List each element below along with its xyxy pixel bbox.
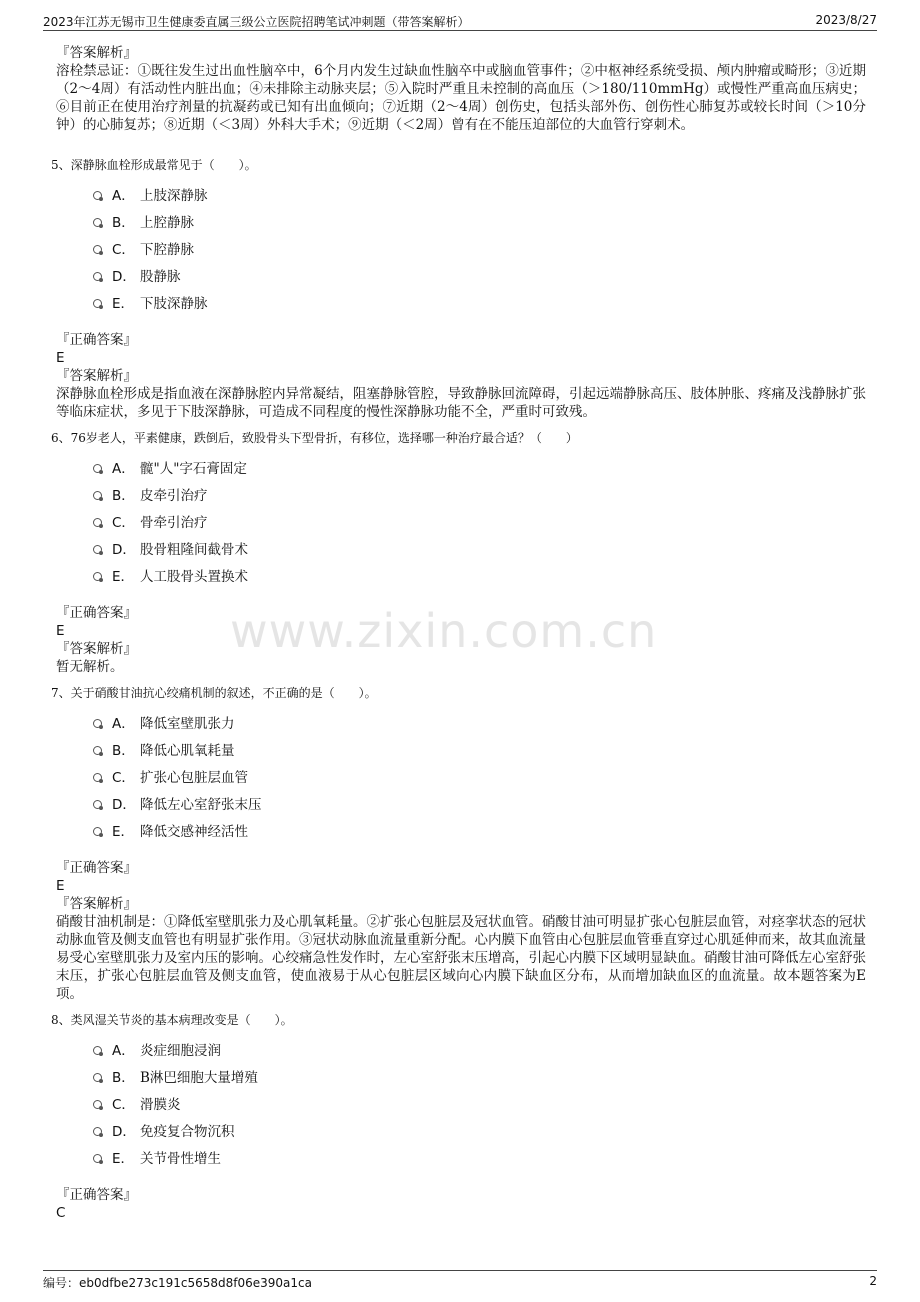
option-text: 髋"人"字石膏固定 [140, 460, 247, 477]
option-key: D． [112, 541, 136, 558]
radio-icon[interactable] [93, 245, 102, 254]
option-key: A． [112, 1042, 135, 1059]
option-text: 皮牵引治疗 [140, 487, 208, 504]
correct-answer-label: 『正确答案』 [56, 605, 137, 621]
option-e[interactable] [93, 288, 866, 315]
correct-answer-label: 『正确答案』 [56, 860, 137, 876]
option-text: 人工股骨头置换术 [140, 568, 248, 585]
option-key: D． [112, 1123, 136, 1140]
radio-icon[interactable] [93, 1100, 102, 1109]
option-text: 降低交感神经活性 [140, 823, 248, 840]
radio-icon[interactable] [93, 464, 102, 473]
option-key: B． [112, 1069, 135, 1086]
option-text: 股静脉 [140, 268, 181, 285]
option-d[interactable] [93, 261, 866, 288]
analysis-text: 溶栓禁忌证：①既往发生过出血性脑卒中，6个月内发生过缺血性脑卒中或脑血管事件；②中枢神经系统受损、颅内肿瘤或畸形；③近期（2～4周）有活动性内脏出血；④未排除主动脉夹层；⑤入院时严重且未控制的高血压（＞180/110mmHg）或慢性严重高血压病史；⑥目前正在使用治疗剂量的抗凝药或已知有出血倾向；⑦近期（2～4周）创伤史，包括头部外伤、创伤性心肺复苏或较长时间（＞10分钟）的心肺复苏；⑧近期（＜3周）外科大手术；⑨近期（＜2周）曾有在不能压迫部位的大血管行穿刺术。 [56, 63, 866, 133]
radio-icon[interactable] [93, 572, 102, 581]
option-b[interactable] [93, 735, 866, 762]
radio-icon[interactable] [93, 218, 102, 227]
option-b[interactable] [93, 480, 866, 507]
option-b[interactable] [93, 1062, 866, 1089]
option-key: E． [112, 295, 135, 312]
radio-icon[interactable] [93, 272, 102, 281]
option-d[interactable] [93, 789, 866, 816]
option-d[interactable] [93, 1116, 866, 1143]
option-key: B． [112, 214, 135, 231]
option-key: A． [112, 715, 135, 732]
radio-icon[interactable] [93, 1154, 102, 1163]
radio-icon[interactable] [93, 491, 102, 500]
option-text: 滑膜炎 [140, 1096, 181, 1113]
watermark: www.zixin.com.cn [230, 604, 658, 658]
option-a[interactable] [93, 708, 866, 735]
document-body [51, 44, 866, 1222]
option-key: E． [112, 1150, 135, 1167]
option-c[interactable] [93, 762, 866, 789]
radio-icon[interactable] [93, 1046, 102, 1055]
option-text: 上腔静脉 [140, 214, 194, 231]
option-text: 扩张心包脏层血管 [140, 769, 248, 786]
option-key: D． [112, 796, 136, 813]
option-key: B． [112, 487, 135, 504]
page-header [43, 10, 877, 31]
option-key: B． [112, 742, 135, 759]
correct-answer-label: 『正确答案』 [56, 1187, 137, 1203]
option-e[interactable] [93, 1143, 866, 1170]
option-e[interactable] [93, 816, 866, 843]
option-list [93, 1035, 866, 1170]
analysis-label: 『答案解析』 [56, 45, 137, 61]
option-text: 降低室壁肌张力 [140, 715, 235, 732]
option-list [93, 453, 866, 588]
radio-icon[interactable] [93, 719, 102, 728]
option-key: C． [112, 241, 135, 258]
document-date: 2023/8/27 [815, 13, 877, 27]
analysis-label: 『答案解析』 [56, 896, 137, 912]
option-b[interactable] [93, 207, 866, 234]
question-6 [51, 429, 866, 676]
option-list [93, 180, 866, 315]
correct-answer: E [56, 623, 65, 639]
radio-icon[interactable] [93, 1073, 102, 1082]
option-a[interactable] [93, 453, 866, 480]
radio-icon[interactable] [93, 545, 102, 554]
option-c[interactable] [93, 1089, 866, 1116]
option-key: D． [112, 268, 136, 285]
radio-icon[interactable] [93, 746, 102, 755]
option-d[interactable] [93, 534, 866, 561]
option-text: 炎症细胞浸润 [140, 1042, 221, 1059]
analysis-text: 硝酸甘油机制是：①降低室壁肌张力及心肌氧耗量。②扩张心包脏层及冠状血管。硝酸甘油可明显扩张心包脏层血管，对痉挛状态的冠状动脉血管及侧支血管也有明显扩张作用。③冠状动脉血流量重新分配。心内膜下血管由心包脏层血管垂直穿过心肌延伸而来，故其血流量易受心室壁肌张力及室内压的影响。心绞痛急性发作时，左心室舒张末压增高，引起心内膜下区域明显缺血。硝酸甘油可降低左心室舒张末压，扩张心包脏层血管及侧支血管，使血液易于从心包脏层区域向心内膜下缺血区分布，从而增加缺血区的血流量。故本题答案为E项。 [56, 914, 866, 1002]
option-e[interactable] [93, 561, 866, 588]
question-stem: 8、类风湿关节炎的基本病理改变是（ ）。 [51, 1013, 293, 1027]
option-text: 降低左心室舒张末压 [140, 796, 262, 813]
option-text: 关节骨性增生 [140, 1150, 221, 1167]
option-text: 上肢深静脉 [140, 187, 208, 204]
option-key: C． [112, 769, 135, 786]
option-text: 降低心肌氧耗量 [140, 742, 235, 759]
question-stem: 5、深静脉血栓形成最常见于（ ）。 [51, 158, 257, 172]
analysis-label: 『答案解析』 [56, 641, 137, 657]
option-c[interactable] [93, 234, 866, 261]
radio-icon[interactable] [93, 773, 102, 782]
radio-icon[interactable] [93, 800, 102, 809]
option-text: 下肢深静脉 [140, 295, 208, 312]
option-a[interactable] [93, 1035, 866, 1062]
option-text: 骨牵引治疗 [140, 514, 208, 531]
option-a[interactable] [93, 180, 866, 207]
question-stem: 6、76岁老人，平素健康，跌倒后，致股骨头下型骨折，有移位，选择哪一种治疗最合适？（ ） [51, 431, 578, 445]
option-key: E． [112, 568, 135, 585]
radio-icon[interactable] [93, 518, 102, 527]
option-text: 下腔静脉 [140, 241, 194, 258]
document-code: 编号：eb0dfbe273c191c5658d8f06e390a1ca [43, 1276, 312, 1290]
option-text: 股骨粗隆间截骨术 [140, 541, 248, 558]
option-text: B淋巴细胞大量增殖 [140, 1069, 258, 1086]
analysis-label: 『答案解析』 [56, 368, 137, 384]
option-c[interactable] [93, 507, 866, 534]
page-footer [43, 1270, 877, 1291]
correct-answer: E [56, 350, 65, 366]
option-key: A． [112, 187, 135, 204]
option-key: A． [112, 460, 135, 477]
correct-answer: E [56, 878, 65, 894]
option-text: 免疫复合物沉积 [140, 1123, 235, 1140]
radio-icon[interactable] [93, 827, 102, 836]
correct-answer-label: 『正确答案』 [56, 332, 137, 348]
question-stem: 7、关于硝酸甘油抗心绞痛机制的叙述，不正确的是（ ）。 [51, 686, 377, 700]
document-title: 2023年江苏无锡市卫生健康委直属三级公立医院招聘笔试冲刺题（带答案解析） [43, 15, 470, 29]
question-5 [51, 156, 866, 421]
option-list [93, 708, 866, 843]
option-key: C． [112, 514, 135, 531]
radio-icon[interactable] [93, 1127, 102, 1136]
question-7 [51, 684, 866, 1003]
correct-answer: C [56, 1205, 66, 1221]
radio-icon[interactable] [93, 299, 102, 308]
page-number: 2 [869, 1274, 877, 1288]
analysis-text: 暂无解析。 [56, 659, 124, 675]
question-8 [51, 1011, 866, 1222]
radio-icon[interactable] [93, 191, 102, 200]
option-key: E． [112, 823, 135, 840]
analysis-text: 深静脉血栓形成是指血液在深静脉腔内异常凝结，阻塞静脉管腔，导致静脉回流障碍，引起远端静脉高压、肢体肿胀、疼痛及浅静脉扩张等临床症状，多见于下肢深静脉，可造成不同程度的慢性深静脉功能不全，严重时可致残。 [56, 386, 866, 420]
option-key: C． [112, 1096, 135, 1113]
